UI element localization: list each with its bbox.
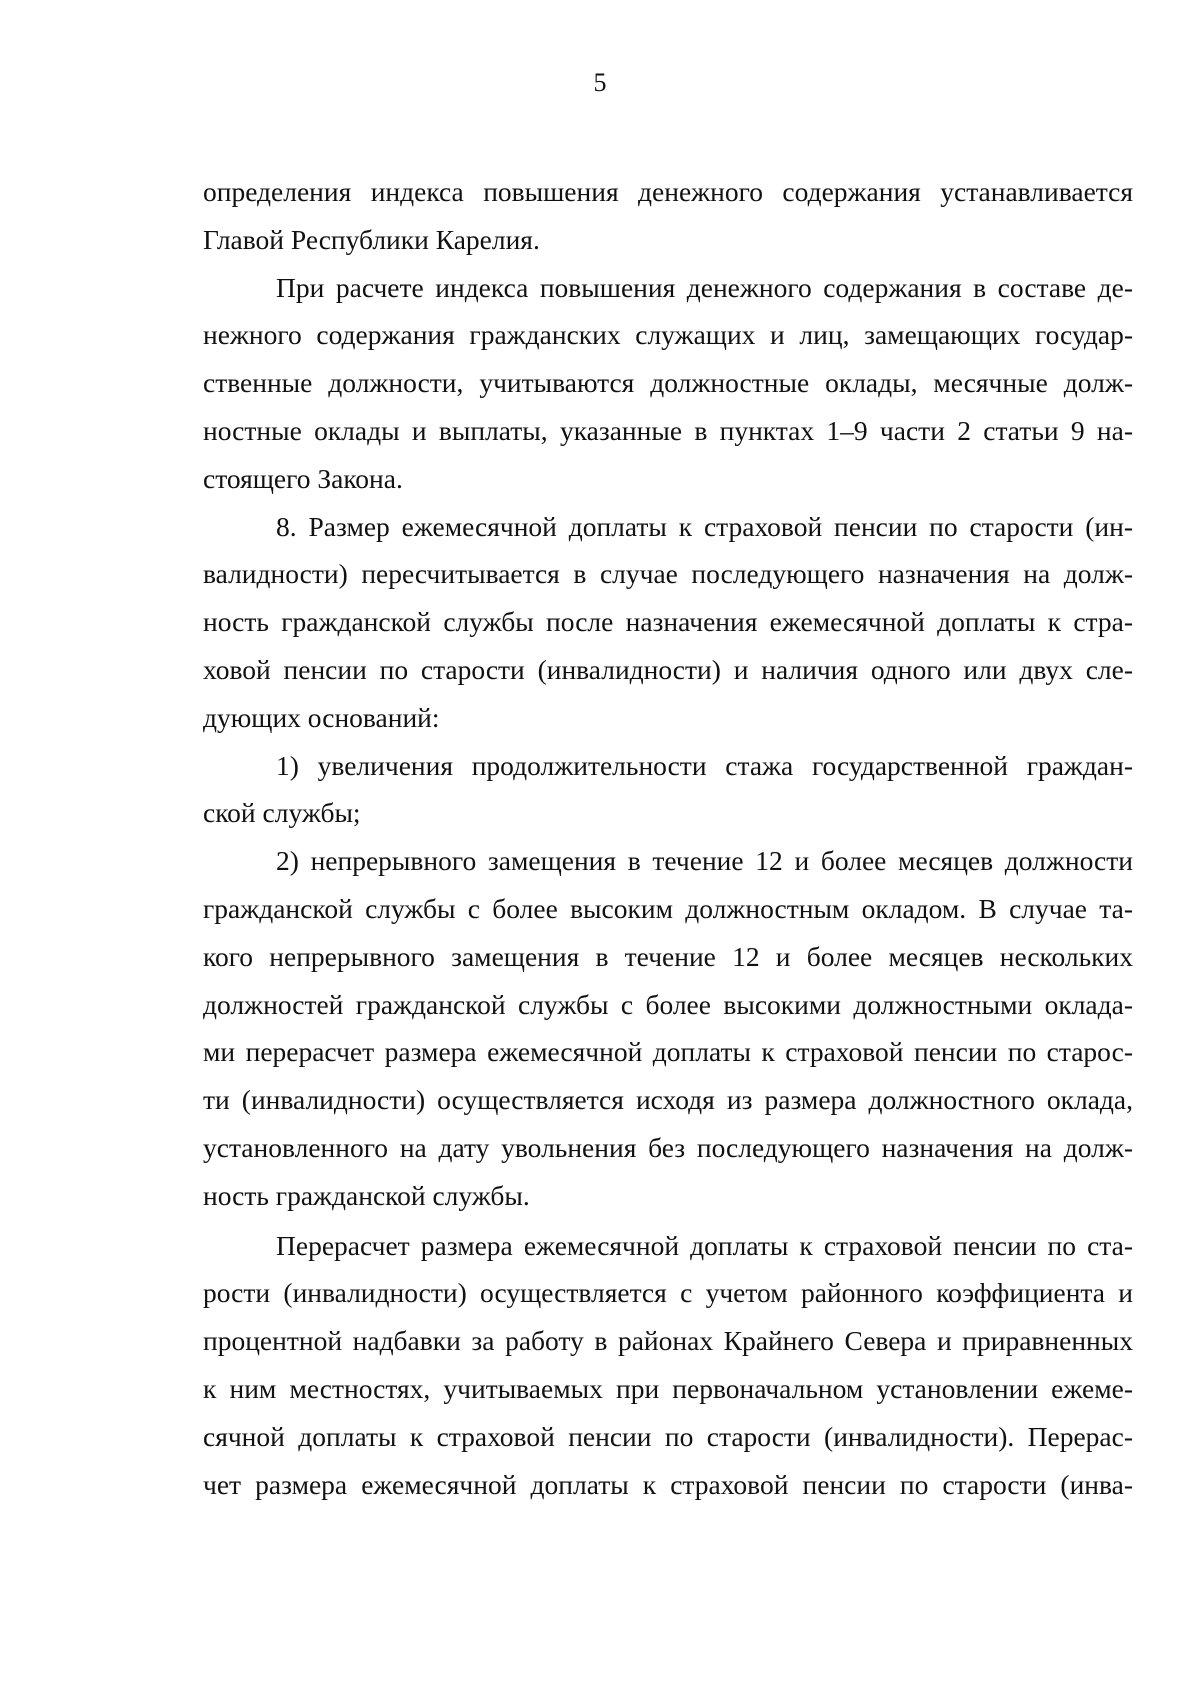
text-line: дующих оснований: bbox=[203, 701, 440, 733]
text-line: При расчете индекса повышения денежного содержания в составе де- bbox=[276, 271, 1133, 303]
text-line: гражданской службы с более высоким должностным окладом. В случае та- bbox=[203, 892, 1133, 924]
text-line: ность гражданской службы после назначения ежемесячной доплаты к стра- bbox=[203, 606, 1133, 638]
text-line: ми перерасчет размера ежемесячной доплаты к страховой пенсии по старос- bbox=[203, 1036, 1133, 1068]
document-body bbox=[203, 168, 1133, 1508]
text-line: рости (инвалидности) осуществляется с учетом районного коэффициента и bbox=[203, 1277, 1133, 1309]
text-line: 8. Размер ежемесячной доплаты к страховой пенсии по старости (ин- bbox=[276, 510, 1133, 542]
text-line: сячной доплаты к страховой пенсии по старости (инвалидности). Перерас- bbox=[203, 1420, 1133, 1452]
text-line: ственные должности, учитываются должностные оклады, месячные долж- bbox=[203, 367, 1133, 399]
text-line: ховой пенсии по старости (инвалидности) и наличия одного или двух сле- bbox=[203, 653, 1133, 685]
text-line: к ним местностях, учитываемых при первоначальном установлении ежеме- bbox=[203, 1372, 1133, 1404]
text-line: чет размера ежемесячной доплаты к страховой пенсии по старости (инва- bbox=[203, 1468, 1133, 1500]
text-line: процентной надбавки за работу в районах Крайнего Севера и приравненных bbox=[203, 1325, 1133, 1357]
text-line: нежного содержания гражданских служащих и лиц, замещающих государ- bbox=[203, 319, 1133, 351]
text-line: ской службы; bbox=[203, 797, 361, 829]
text-line: кого непрерывного замещения в течение 12 и более месяцев нескольких bbox=[203, 940, 1133, 972]
text-line: Перерасчет размера ежемесячной доплаты к страховой пенсии по ста- bbox=[276, 1229, 1133, 1261]
text-line: определения индекса повышения денежного содержания устанавливается bbox=[203, 176, 1133, 207]
text-line: Главой Республики Карелия. bbox=[203, 223, 540, 255]
text-line: ность гражданской службы. bbox=[203, 1179, 530, 1211]
text-line: стоящего Закона. bbox=[203, 462, 403, 494]
page-number: 5 bbox=[593, 68, 607, 97]
text-line: ти (инвалидности) осуществляется исходя из размера должностного оклада, bbox=[203, 1084, 1133, 1116]
text-line: ностные оклады и выплаты, указанные в пунктах 1–9 части 2 статьи 9 на- bbox=[203, 414, 1133, 446]
text-line: установленного на дату увольнения без последующего назначения на долж- bbox=[203, 1131, 1133, 1163]
text-line: 1) увеличения продолжительности стажа государственной граждан- bbox=[276, 749, 1133, 781]
text-line: 2) непрерывного замещения в течение 12 и более месяцев должности bbox=[276, 845, 1133, 877]
text-line: должностей гражданской службы с более высокими должностными оклада- bbox=[203, 988, 1133, 1020]
text-line: валидности) пересчитывается в случае последующего назначения на долж- bbox=[203, 558, 1133, 590]
